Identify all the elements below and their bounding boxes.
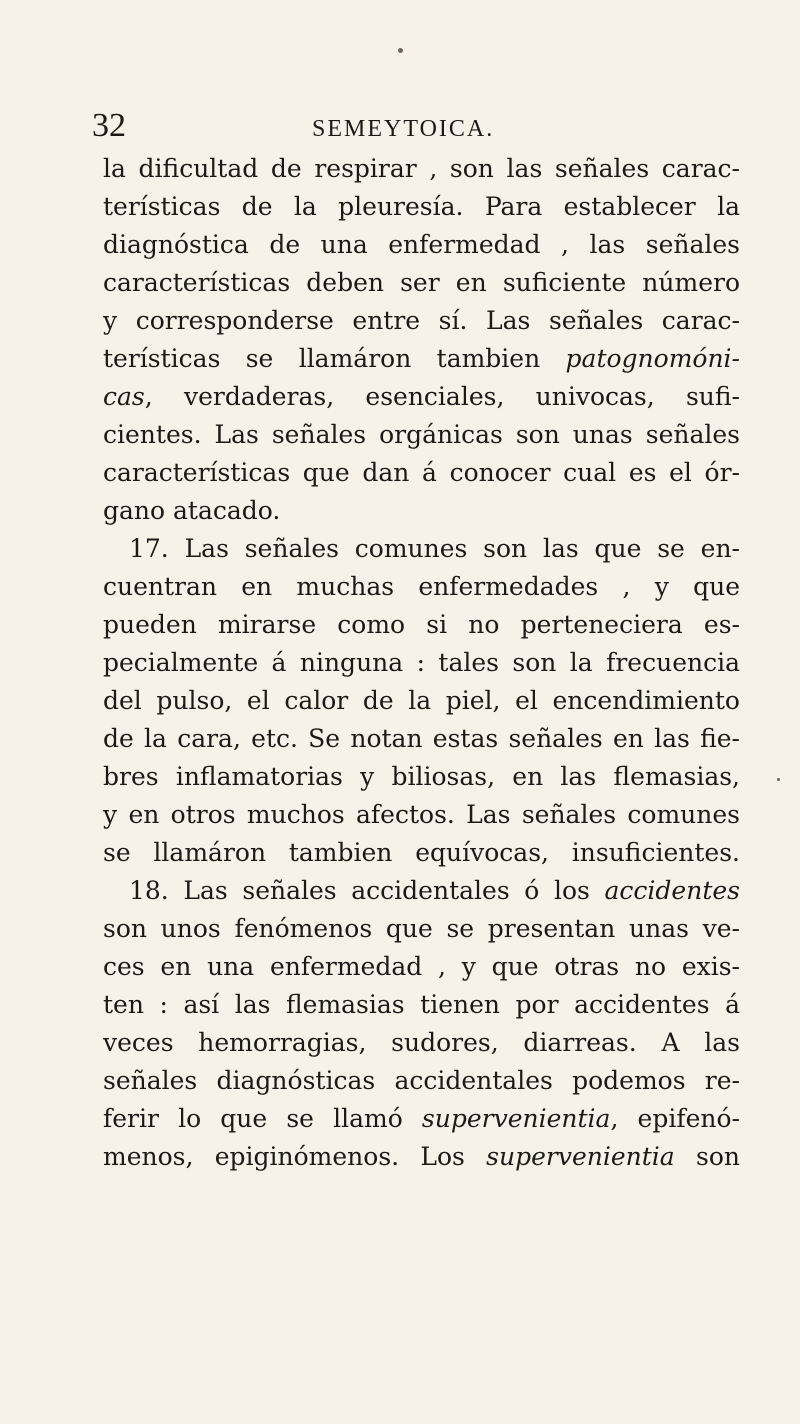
text-line: bres inflamatorias y biliosas, en las flemasias, xyxy=(103,762,740,791)
text-line: del pulso, el calor de la piel, el encendimiento xyxy=(103,686,740,715)
text-line: y en otros muchos afectos. Las señales comunes xyxy=(103,800,740,829)
text-line: características deben ser en suficiente número xyxy=(103,268,740,297)
text-line: ces en una enfermedad , y que otras no exis- xyxy=(103,952,740,981)
text-line: se llamáron tambien equívocas, insuficientes. xyxy=(103,838,740,867)
text-line: menos, epiginómenos. Los supervenientia son xyxy=(103,1142,740,1171)
text-line: cas, verdaderas, esenciales, univocas, sufi- xyxy=(103,382,740,411)
text-line: terísticas de la pleuresía. Para establecer la xyxy=(103,192,740,221)
text-line: ferir lo que se llamó supervenientia, epifenó- xyxy=(103,1104,740,1133)
text-line: pecialmente á ninguna : tales son la frecuencia xyxy=(103,648,740,677)
text-line: la dificultad de respirar , son las señales carac- xyxy=(103,154,740,183)
italic-term: supervenientia xyxy=(486,1142,675,1171)
text-line: 17. Las señales comunes son las que se en- xyxy=(129,534,740,563)
text-line: señales diagnósticas accidentales podemos re- xyxy=(103,1066,740,1095)
text-line: veces hemorragias, sudores, diarreas. A las xyxy=(103,1028,740,1057)
text-line: de la cara, etc. Se notan estas señales en las fie- xyxy=(103,724,740,753)
text-line: cuentran en muchas enfermedades , y que xyxy=(103,572,740,601)
text-line: ten : así las flemasias tienen por accidentes á xyxy=(103,990,740,1019)
text-line: 18. Las señales accidentales ó los accidentes xyxy=(129,876,740,905)
italic-term: supervenientia xyxy=(421,1104,611,1133)
body-text xyxy=(103,150,740,1176)
text-line: gano atacado. xyxy=(103,496,281,525)
italic-term: patognomóni- xyxy=(565,344,740,373)
text-line: terísticas se llamáron tambien patognomóni- xyxy=(103,344,740,373)
text-line: cientes. Las señales orgánicas son unas señales xyxy=(103,420,740,449)
ink-speck xyxy=(398,48,403,53)
text-line: son unos fenómenos que se presentan unas ve- xyxy=(103,914,740,943)
running-head: SEMEYTOICA. xyxy=(312,116,495,142)
text-line: pueden mirarse como si no perteneciera es- xyxy=(103,610,740,639)
text-line: diagnóstica de una enfermedad , las señales xyxy=(103,230,740,259)
text-line: y corresponderse entre sí. Las señales carac- xyxy=(103,306,740,335)
italic-term: accidentes xyxy=(604,876,740,905)
italic-term: cas xyxy=(103,382,145,411)
page-number: 32 xyxy=(92,107,126,144)
page-header xyxy=(92,106,742,154)
text-line: características que dan á conocer cual es el ór- xyxy=(103,458,740,487)
ink-speck xyxy=(777,778,780,781)
